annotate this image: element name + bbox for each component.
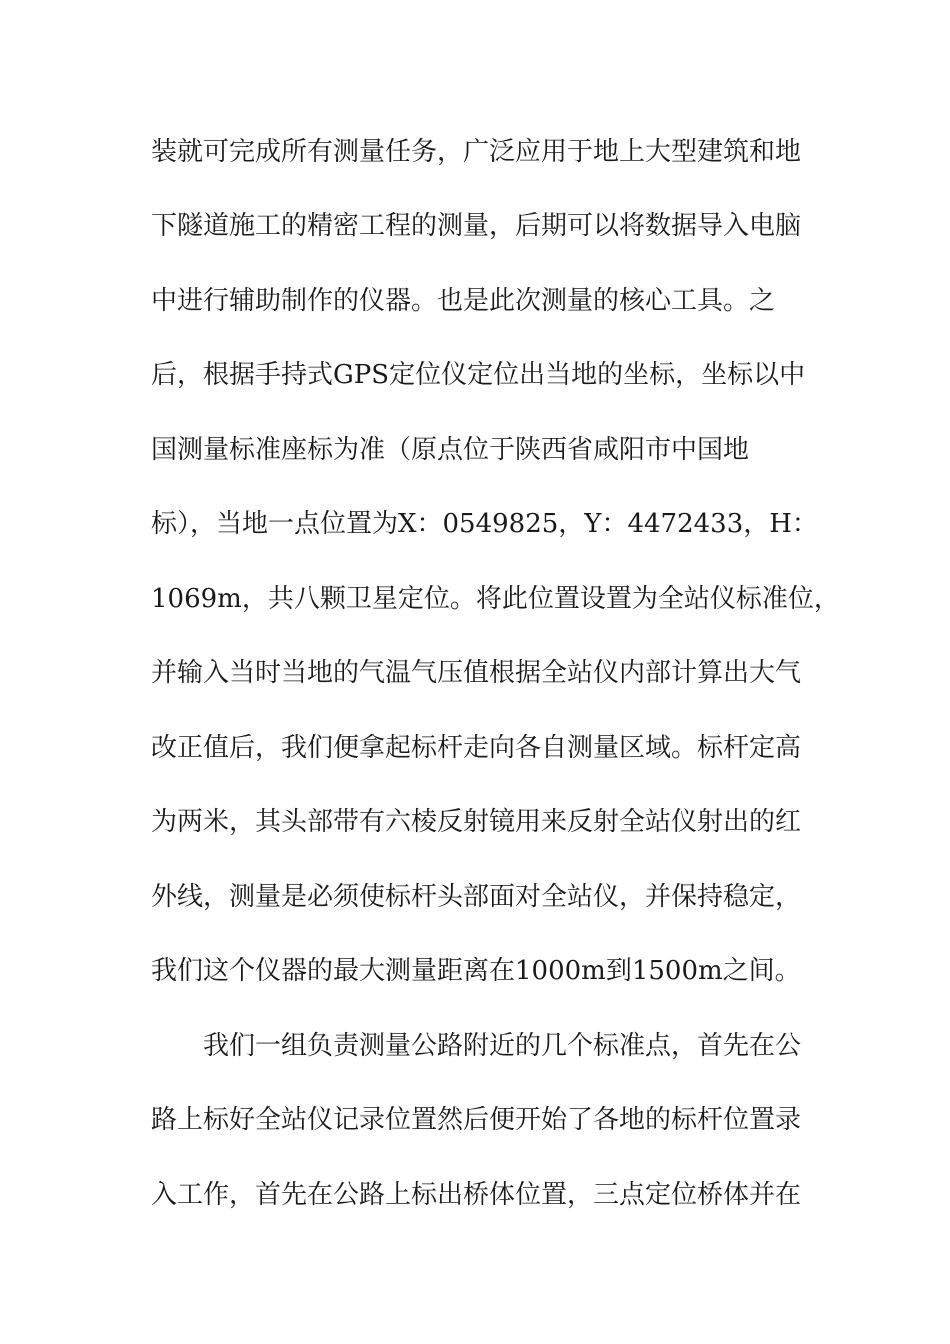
- paragraph-2-line-1: 我们一组负责测量公路附近的几个标准点，首先在公: [203, 1031, 802, 1061]
- paragraph-1-line-8: 并输入当时当地的气温气压值根据全站仪内部计算出大气: [151, 658, 802, 688]
- paragraph-1-line-1: 装就可完成所有测量任务，广泛应用于地上大型建筑和地: [151, 137, 802, 167]
- paragraph-1-line-10: 为两米，其头部带有六棱反射镜用来反射全站仪射出的红: [151, 807, 802, 837]
- paragraph-1-line-12: 我们这个仪器的最大测量距离在1000m到1500m之间。: [151, 956, 801, 986]
- paragraph-1-line-7: 1069m，共八颗卫星定位。将此位置设置为全站仪标准位，: [151, 584, 840, 614]
- paragraph-2-line-2: 路上标好全站仪记录位置然后便开始了各地的标杆位置录: [151, 1105, 802, 1135]
- paragraph-1-line-6: 标），当地一点位置为X：0549825，Y：4472433，H：: [151, 509, 818, 539]
- paragraph-1-line-9: 改正值后，我们便拿起标杆走向各自测量区域。标杆定高: [151, 733, 802, 763]
- paragraph-1-line-5: 国测量标准座标为准（原点位于陕西省咸阳市中国地: [151, 435, 750, 465]
- paragraph-1-line-4: 后，根据手持式GPS定位仪定位出当地的坐标，坐标以中: [151, 360, 806, 390]
- paragraph-1-line-2: 下隧道施工的精密工程的测量，后期可以将数据导入电脑: [151, 211, 802, 241]
- paragraph-2-line-3: 入工作，首先在公路上标出桥体位置，三点定位桥体并在: [151, 1180, 802, 1210]
- paragraph-1-line-3: 中进行辅助制作的仪器。也是此次测量的核心工具。之: [151, 286, 776, 316]
- paragraph-1-line-11: 外线，测量是必须使标杆头部面对全站仪，并保持稳定，: [151, 882, 802, 912]
